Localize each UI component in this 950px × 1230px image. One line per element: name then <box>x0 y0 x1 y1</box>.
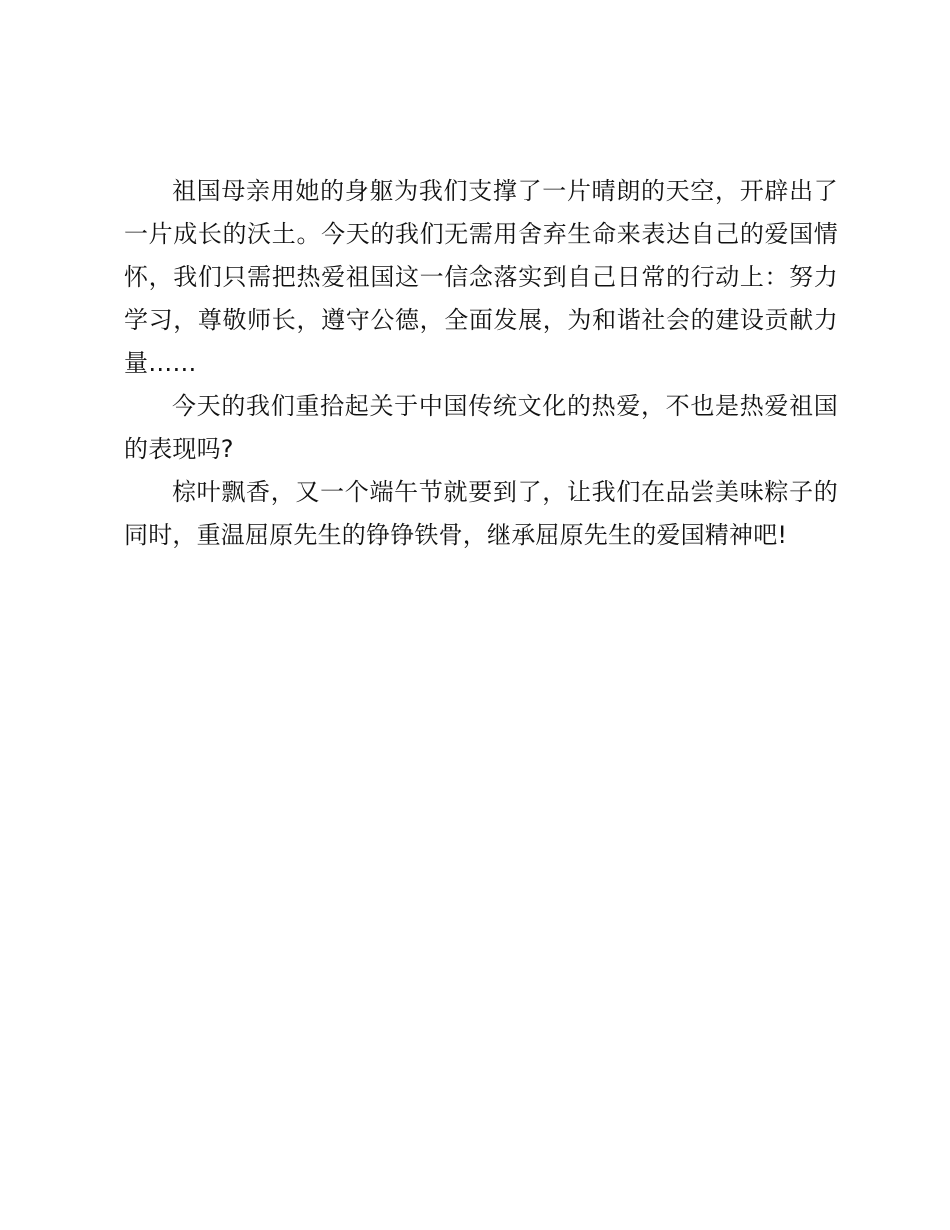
document-body <box>124 170 838 557</box>
paragraph-1: 祖国母亲用她的身躯为我们支撑了一片晴朗的天空，开辟出了一片成长的沃土。今天的我们无需用舍弃生命来表达自己的爱国情怀，我们只需把热爱祖国这一信念落实到自己日常的行动上：努力学习，尊敬师长，遵守公德，全面发展，为和谐社会的建设贡献力量…… <box>124 177 838 377</box>
paragraph-3: 棕叶飘香，又一个端午节就要到了，让我们在品尝美味粽子的同时，重温屈原先生的铮铮铁骨，继承屈原先生的爱国精神吧! <box>124 478 838 549</box>
paragraph-2: 今天的我们重拾起关于中国传统文化的热爱，不也是热爱祖国的表现吗? <box>124 392 838 463</box>
